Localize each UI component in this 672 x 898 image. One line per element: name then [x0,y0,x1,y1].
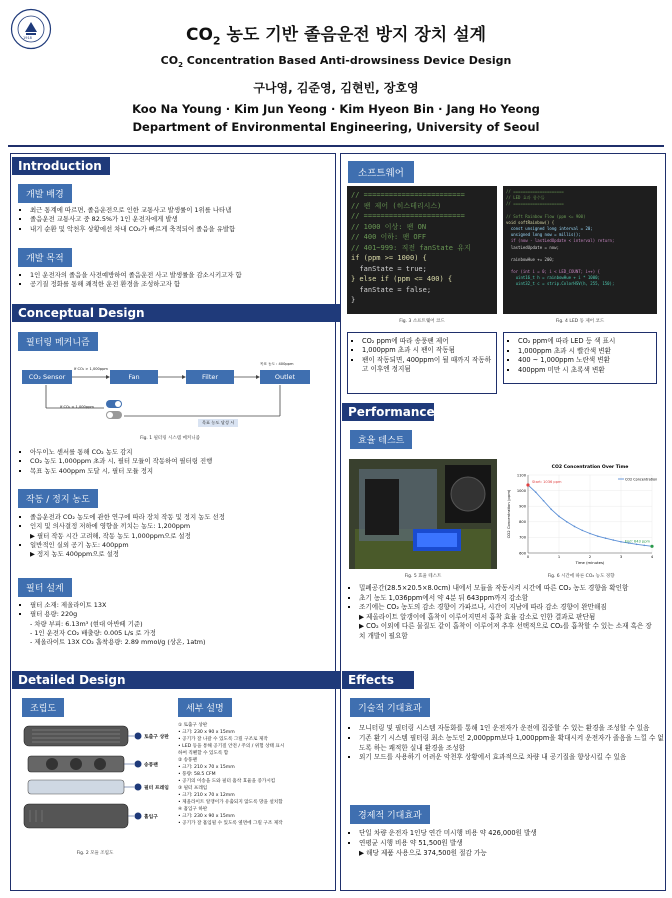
list-item: ▪ 1인 운전자의 졸음을 사전예방하여 졸음운전 사고 발생률을 감소시키고자 함 [30,271,340,280]
subheading-purpose: 개발 목적 [18,248,72,267]
data-point [550,509,552,511]
code-fan-control [347,186,497,314]
list-item: ▪ 모니터링 및 필터링 시스템 자동화를 통해 1인 운전자가 운전에 집중할 수 있는 환경을 조성할 수 있음 [359,724,669,734]
econ-note: ▶ 해당 제품 사용으로 374,500원 절감 가능 [359,848,487,857]
spec-line: 하여 직봰할 수 있도록 함 [178,751,229,756]
code-line: fanState = false; [351,285,432,294]
flow-diagram [20,356,320,432]
tech-effects-list [347,724,669,763]
spec-line: • 풍량: 58.5 CFM [178,772,216,777]
data-point [574,526,576,528]
start-marker [526,483,529,486]
list-item: ▪ 필터 용량: 220g [30,610,328,619]
data-point [605,537,607,539]
data-point [597,535,599,537]
y-tick-label: 1100 [516,473,526,478]
section-effects: Effects [342,671,414,689]
list-item: ▪ 최근 통계에 따르면, 졸음운전으로 인한 교통사고 발생률이 1위를 나타냄 [30,206,340,215]
y-tick-label: 800 [519,520,526,525]
part-label: 필터 프레임 [144,786,169,791]
code-line: } else if (ppm <= 400) { [351,275,453,283]
list-item: ▪ 연평균 시행 비용 약 51,500원 발생 [359,839,657,849]
code-line: unsigned long now = millis(); [506,232,581,238]
filter-design-block [18,601,328,647]
code-led-effect [503,186,657,314]
code-line: // LED 효과 함수들 [506,195,545,201]
code-line: if (now - lastLedUpdate < interval) return; [506,238,615,244]
x-tick-label: 2 [588,555,592,559]
test-photo [349,459,497,569]
flow-target: 목표 농도 달성 시 [198,419,238,427]
purpose-list [18,271,340,290]
x-axis-label: Time (minutes) [575,560,605,565]
start-label: Start: 1036 ppm [532,479,562,484]
list-item: ▪ CO₂ ppm에 따라 LED 등 색 표시 [518,337,652,347]
spec-line: ① 토출구 상판 [178,723,208,728]
data-point [543,500,545,502]
list-item: ▪ 필터 소재: 제올라이트 13X [30,601,328,610]
x-tick-label: 1 [557,555,561,559]
list-item: ▪ 1,000ppm 초과 시 팬이 작동됨 [362,346,492,355]
onoff-note-2: ▶ 정지 농도 400ppm으로 설정 [30,550,119,559]
list-item: ▪ 밀폐공간(28.5×20.5×8.0cm) 내에서 모듈을 작동시켜 시간에 따른 CO₂ 농도 경향을 확인함 [359,584,657,594]
flow-filter: Filter [186,370,234,384]
header-rule [8,145,664,147]
list-item: ▪ 조기에는 CO₂ 농도의 감소 경향이 가파르나, 시간이 지남에 따라 감소 경향이 완만해짐 [359,603,657,613]
code-line: // ===================== [506,189,564,194]
flow-cond-low: If CO₂ < 1,000ppm [60,405,94,409]
list-item: ▪ 목표 농도 400ppm 도달 시, 필터 모듈 정지 [30,467,340,476]
flow-cond-high: If CO₂ > 1,000ppm [74,367,108,371]
figure-1-caption: Fig. 1 필터링 시스템 메커니즘 [140,436,200,441]
legend-label: CO2 Concentration [625,477,658,482]
data-point [620,541,622,543]
led-control-notes [503,332,657,384]
subheading-onoff: 작동 / 정지 농도 [18,489,98,508]
list-item: ▪ 팬이 작동되면, 400ppm이 될 때까지 작동하고 이후엔 정지됨 [362,356,492,375]
performance-note: ▶ CO₂ 이외에 다른 물질도 같이 흡착이 이루어져 추후 선택적으로 CO₂를 흡착할 수 있는 소재 혹은 장치 개발이 필요함 [359,622,652,640]
assembly-drawing [16,718,176,846]
part-label: 송풍팬 [144,763,158,768]
subheading-filter-design: 필터 설계 [18,578,72,597]
section-detailed-design: Detailed Design [12,671,342,689]
code-line: uint32_t c = strip.ColorHSV(h, 255, 150); [506,281,615,287]
spec-line: • 크기: 230 x 90 x 15mm [178,730,235,735]
code-line: // ======================== [351,191,465,199]
y-tick-label: 1000 [516,488,526,493]
spec-line: • 크기: 230 x 90 x 15mm [178,814,235,819]
list-item: ▪ 일반적인 실외 공기 농도: 400ppm [30,541,328,550]
code-line: // 400 이하: 팬 OFF [351,233,427,241]
part-label: 흡입구 [144,815,158,820]
co2-chart [504,459,658,569]
co2-chart-svg [504,459,658,569]
figure-5-caption: Fig. 5 효율 테스트 [404,574,442,579]
spec-line: • 제올라이트 알갱이가 유출되지 않도록 망을 설치함 [178,800,283,805]
code-line: // 1000 이상: 팬 ON [351,222,427,231]
code-line: for (int i = 0; i < LED_COUNT; i++) { [506,269,600,275]
list-item: ▪ 초기 농도 1,036ppm에서 약 4분 뒤 643ppm까지 감소함 [359,594,657,604]
list-item: ▪ 졸음운전과 CO₂ 농도에 관한 연구에 따라 장치 작동 및 정지 농도 선정 [30,513,328,522]
flow-outlet: Outlet [260,370,310,384]
end-label: End: 643 ppm [624,539,650,544]
flow-sensor: CO₂ Sensor [22,370,72,384]
code-line: // 팬 제어 (히스테리시스) [351,201,442,210]
x-tick-label: 0 [526,555,530,559]
code-line: void softRainbow() { [506,219,555,225]
code-line: fanState = true; [351,264,427,273]
spec-line: ④ 흡입구 하판 [178,807,208,812]
subheading-filtering: 필터링 메커니즘 [18,332,98,351]
onoff-note-1: ▶ 필터 작동 시간 고려해, 작동 농도 1,000ppm으로 설정 [30,531,191,540]
performance-note: ▶ 제올라이트 알갱이에 흡착이 이루어지면서 흡착 효율 감소로 인한 결과로 판단됨 [359,612,596,621]
data-point [558,516,560,518]
background-list [18,206,340,234]
section-conceptual-design: Conceptual Design [12,304,342,322]
code-line: // 401~999: 직전 fanState 유지 [351,243,471,252]
spec-line: • 크기: 210 x 70 x 15mm [178,765,235,770]
y-tick-label: 600 [519,551,526,556]
fan-control-notes [347,332,497,394]
flow-outlet-note: 목표 농도 : 400ppm [260,362,294,366]
list-item: ▪ 단일 차량 운전자 1인당 연간 미시행 비용 약 426,000원 발생 [359,829,657,839]
logo-year: 1918 [23,36,32,40]
onoff-block [18,513,328,559]
figure-2-caption: Fig. 2 모듈 조립도 [76,851,114,856]
list-item: ▪ 아두이노 센서를 통해 CO₂ 농도 감지 [30,448,340,457]
english-authors: Koo Na Young · Kim Jun Yeong · Kim Hyeon Bin · Jang Ho Yeong [132,102,540,116]
list-item: ▪ CO₂ ppm에 따라 송풍팬 제어 [362,337,492,346]
list-item: ▪ 인지 및 의사결정 저하에 영향을 끼치는 농도: 1,200ppm [30,522,328,531]
flow-fan: Fan [110,370,158,384]
code-line: uint16_t h = rainbowHue + i * 1000; [506,275,600,281]
list-item: ▪ 외기 모드를 사용하기 어려운 악천후 상황에서 효과적으로 차량 내 공기질을 향상시킬 수 있음 [359,753,669,763]
end-marker [650,545,653,548]
list-item: ▪ 내기 순환 및 악천후 상황에선 차내 CO₂가 빠르게 축적되어 졸음을 유발함 [30,225,340,234]
data-point [566,521,568,523]
code-line: // ======================== [351,212,465,220]
list-item: ▪ 공기질 정화를 통해 쾌적한 운전 환경을 조성하고자 함 [30,280,340,289]
data-point [643,545,645,547]
subheading-details: 세부 설명 [178,698,232,717]
spec-line: • 공기가 잘 흡입될 수 있도록 옆면에 그릴 구조 제작 [178,821,283,826]
x-tick-label: 4 [650,555,654,559]
subheading-background: 개발 배경 [18,184,72,203]
design-note: - 차량 부피: 6.13m³ (현대 아반떼 기준) [30,619,143,628]
list-item: ▪ 졸음운전 교통사고 중 82.5%가 1인 운전자에게 발생 [30,215,340,224]
subheading-assembly: 조립도 [22,698,64,717]
data-point [612,539,614,541]
design-note: - 제올라이트 13X CO₂ 흡착용량: 2.89 mmol/g (상온, 1atm) [30,637,206,646]
performance-block [347,584,657,642]
spec-line: • 크기: 210 x 70 x 12mm [178,793,235,798]
data-point [535,491,537,493]
code-line: // Soft Rainbow Flow (ppm <= 900) [506,213,586,219]
figure-3-caption: Fig. 3 소프트웨어 코드 [399,319,445,324]
code-line: // ===================== [506,201,564,207]
subheading-software: 소프트웨어 [348,161,414,183]
department: Department of Environmental Engineering, University of Seoul [132,120,540,134]
code-line: if (ppm >= 1000) { [351,254,427,262]
spec-line: • 공기가 잘 나갈 수 있도록 그릴 구조로 제작 [178,737,268,742]
list-item: ▪ 기존 환기 시스템 필터링 최소 농도인 2,000ppm보다 1,000ppm을 확대시켜 운전자가 졸음을 느낄 수 없도록 하는 쾌적한 실내 환경을 조성함 [359,734,669,754]
list-item: ▪ 400ppm 미만 시 초록색 변환 [518,366,652,376]
code-line: const unsigned long interval = 20; [506,226,593,232]
figure-4-caption: Fig. 4 LED 동 제어 코드 [555,319,605,324]
data-point [589,533,591,535]
y-axis-label: CO2 Concentration (ppm) [506,489,511,539]
list-item: ▪ 1,000ppm 초과 시 빨간색 변환 [518,347,652,357]
korean-authors: 구나영, 김준영, 김현빈, 장호영 [253,81,419,95]
spec-line: ② 송풍팬 [178,758,197,763]
spec-line: • 공기의 이송을 도와 필터 흡착 효율을 증가시킴 [178,779,276,784]
poster-title: $CO_2$ 농도 기반 졸음운전 방지 장치 설계 [185,25,486,48]
subheading-efficiency: 효율 테스트 [350,430,412,449]
spec-line: • LED 등을 통해 공기질 안전 / 주의 / 위험 상태 표시 [178,744,285,749]
design-note: - 1인 운전자 CO₂ 배출량: 0.005 L/s 로 가정 [30,628,156,637]
list-item: ▪ CO₂ 농도 1,000ppm 초과 시, 필터 모듈이 작동하여 필터링 진행 [30,457,340,466]
econ-effects-block [347,829,657,858]
y-tick-label: 900 [519,504,526,509]
filtering-list [18,448,340,476]
data-point [636,543,638,545]
part-label: 토출구 상판 [144,735,169,740]
poster-subtitle: $CO_2$ Concentration Based Anti-drowsiness Device Design [160,54,512,70]
chart-title: CO2 Concentration Over Time [551,465,629,470]
section-introduction: Introduction [12,157,110,175]
code-line: rainbowHue += 200; [506,256,555,262]
section-performance: Performance [342,403,434,421]
x-tick-label: 3 [619,555,623,559]
y-tick-label: 700 [519,535,526,540]
figure-6-caption: Fig. 6 시간에 따른 CO₂ 농도 경향 [547,574,615,579]
spec-line: ③ 필터 프레임 [178,786,208,791]
subheading-tech-effects: 기술적 기대효과 [350,698,430,717]
code-line: lastLedUpdate = now; [506,244,559,250]
subheading-econ-effects: 경제적 기대효과 [350,805,430,824]
list-item: ▪ 400 ~ 1,000ppm 노란색 변환 [518,356,652,366]
data-point [581,530,583,532]
code-line: } [351,296,356,304]
spec-list [178,722,330,827]
